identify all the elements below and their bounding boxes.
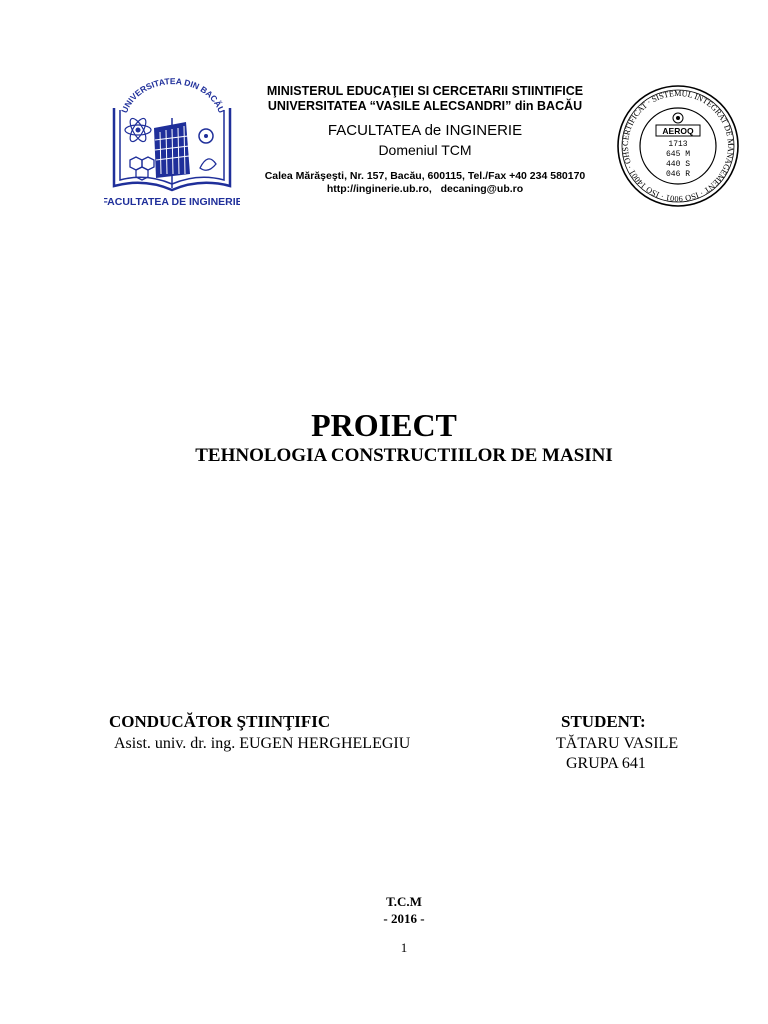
logo-top-text: UNIVERSITATEA DIN BACĂU [119, 78, 227, 115]
university-logo-icon [104, 78, 240, 212]
student-name: TĂTARU VASILE [556, 735, 679, 752]
student-group: GRUPA 641 [566, 755, 646, 772]
document-title: PROIECT [311, 407, 457, 443]
svg-text:UNIVERSITATEA DIN BACĂU [119, 78, 227, 114]
page-number: 1 [400, 940, 408, 955]
footer-program: T.C.M [386, 894, 422, 909]
seal-code-1: 645 M [665, 150, 691, 159]
seal-code-0: 1713 [668, 140, 688, 149]
domain-name: Domeniul TCM [378, 142, 472, 158]
institution-header [240, 84, 610, 196]
student-label: STUDENT: [561, 712, 646, 731]
logo-bottom-text: FACULTATEA DE INGINERIE [104, 196, 240, 208]
footer-year: - 2016 - [383, 911, 425, 926]
address-line: Calea Mărăşeşti, Nr. 157, Bacău, 600115, Tel./Fax +40 234 580170 [264, 170, 586, 182]
document-subtitle: TEHNOLOGIA CONSTRUCTIILOR DE MASINI [195, 445, 613, 466]
university-name: UNIVERSITATEA “VASILE ALECSANDRI” din BACĂU [267, 99, 583, 113]
supervisor-label: CONDUCĂTOR ŞTIINŢIFIC [109, 712, 331, 731]
certification-seal-icon [610, 84, 746, 208]
supervisor-name: Asist. univ. dr. ing. EUGEN HERGHELEGIU [114, 735, 411, 752]
faculty-name: FACULTATEA de INGINERIE [327, 122, 523, 139]
ministry-name: MINISTERUL EDUCAŢIEI SI CERCETARII STIINTIFICE [266, 84, 584, 98]
seal-inner-name: AEROQ [662, 126, 694, 136]
seal-code-2: 440 S [665, 160, 691, 169]
seal-code-3: 046 R [665, 170, 691, 179]
contact-line: http://inginerie.ub.ro, decaning@ub.ro [326, 183, 524, 195]
seal-ring-text: CERTIFICAT · SISTEMUL INTEGRAT DE MANAGEMENT · ISO 9001 · ISO 14001 · OHS [620, 88, 736, 204]
